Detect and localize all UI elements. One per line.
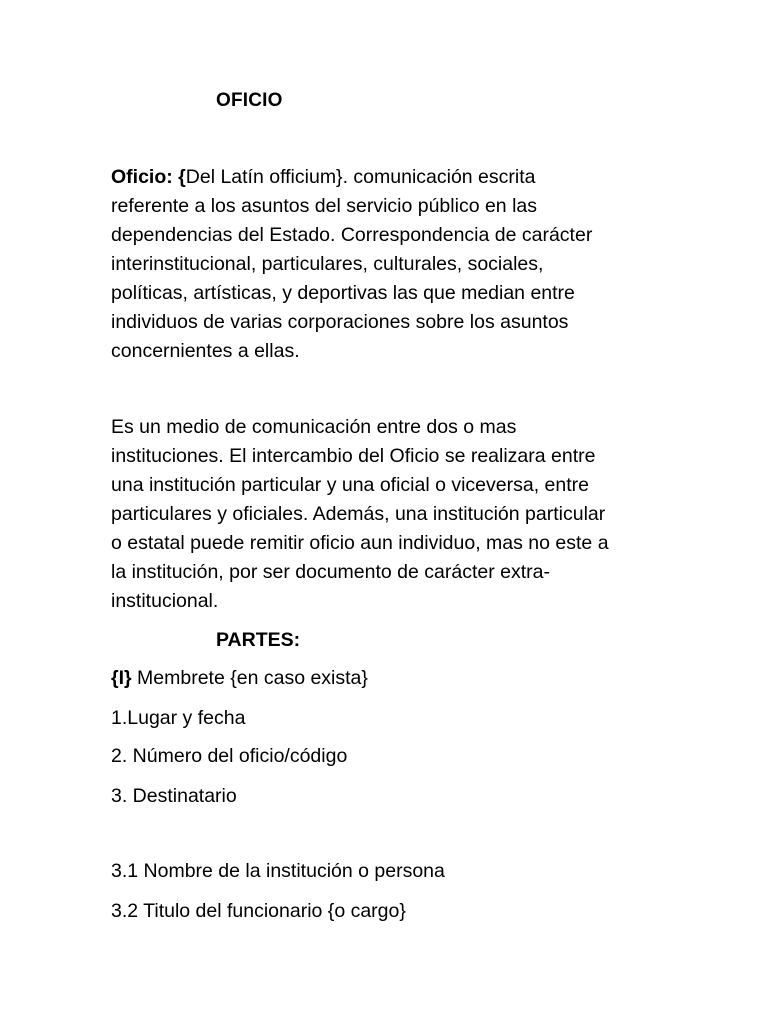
definition-line: interinstitucional, particulares, culturales, sociales,	[111, 253, 544, 275]
definition-line: dependencias del Estado. Correspondencia de carácter	[111, 224, 593, 246]
membrete-marker: {I}	[111, 667, 132, 689]
parts-list-item: 2. Número del oficio/código	[111, 745, 348, 767]
definition-line: referente a los asuntos del servicio público en las	[111, 195, 537, 217]
definition-term: Oficio:	[111, 166, 173, 188]
membrete-text: Membrete {en caso exista}	[131, 667, 368, 689]
parts-list-item: 1.Lugar y fecha	[111, 707, 246, 729]
parts-list-item: 3. Destinatario	[111, 785, 237, 807]
description-line: Es un medio de comunicación entre dos o mas	[111, 416, 517, 438]
parts-heading: PARTES:	[216, 629, 301, 651]
definition-brace: {	[178, 166, 186, 188]
document-title: OFICIO	[216, 90, 283, 111]
description-line: la institución, por ser documento de carácter extra-	[111, 561, 550, 583]
definition-paragraph	[111, 163, 691, 366]
description-line: una institución particular y una oficial o viceversa, entre	[111, 474, 589, 496]
definition-line: individuos de varias corporaciones sobre los asuntos	[111, 311, 569, 333]
description-line: instituciones. El intercambio del Oficio se realizara entre	[111, 445, 596, 467]
parts-list-item: 3.1 Nombre de la institución o persona	[111, 860, 445, 882]
description-line: institucional.	[111, 590, 219, 612]
definition-line: concernientes a ellas.	[111, 340, 300, 362]
description-line: particulares y oficiales. Además, una institución particular	[111, 503, 606, 525]
description-paragraph	[111, 413, 691, 616]
description-line: o estatal puede remitir oficio aun individuo, mas no este a	[111, 532, 609, 554]
definition-line: políticas, artísticas, y deportivas las que median entre	[111, 282, 575, 304]
parts-list-item-membrete	[111, 665, 368, 691]
parts-list-item: 3.2 Titulo del funcionario {o cargo}	[111, 900, 406, 922]
definition-line-text: Del Latín officium}. comunicación escrita	[185, 166, 536, 188]
definition-line	[111, 163, 691, 192]
